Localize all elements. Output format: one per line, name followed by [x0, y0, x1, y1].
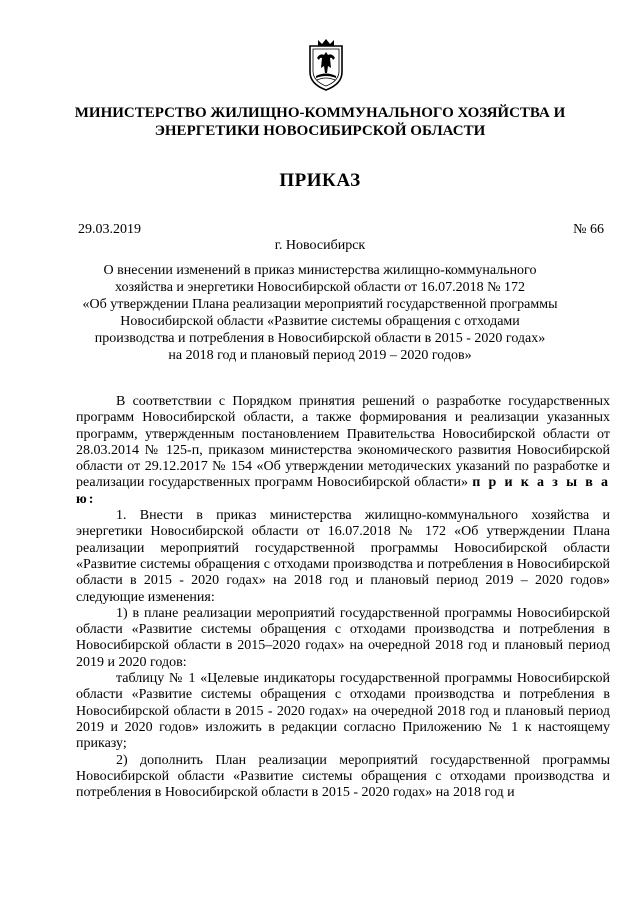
document-type-title: ПРИКАЗ	[279, 170, 361, 191]
order-date: 29.03.2019	[78, 222, 141, 237]
item-1-1-table-paragraph: таблицу № 1 «Целевые индикаторы государственной программы Новосибирской области «Развитие системы обращения с отходами производства и потребления в Новосибирской области в 2015 - 2020 годах» на очередной 2018 год и плановый период 2019 и 2020 годов» изложить в редакции согласно Приложению № 1 к настоящему приказу;	[76, 671, 610, 752]
subject-line: хозяйства и энергетики Новосибирской области от 16.07.2018 № 172	[115, 280, 525, 295]
subject-line: «Об утверждении Плана реализации мероприятий государственной программы	[82, 297, 558, 312]
order-city: г. Новосибирск	[274, 238, 366, 253]
item-1-2-paragraph: 2) дополнить План реализации мероприятий государственной программы Новосибирской области «Развитие системы обращения с отходами производства и потребления в Новосибирской области в 2015 - 2020 годах» на 2018 год и	[76, 752, 610, 801]
order-word: п р и к а з ы в а ю:	[76, 475, 611, 507]
ministry-name-line-1: МИНИСТЕРСТВО ЖИЛИЩНО-КОММУНАЛЬНОГО ХОЗЯЙСТВА И	[74, 105, 566, 121]
item-1-1-paragraph: 1) в плане реализации мероприятий государственной программы Новосибирской области «Развитие системы обращения с отходами производства и потребления в Новосибирской области в 2015–2020 годах» на очередной 2018 год и плановый период 2019 и 2020 годов:	[76, 605, 610, 670]
order-subject	[70, 262, 570, 364]
preamble-paragraph	[76, 394, 610, 508]
subject-line: производства и потребления в Новосибирской области в 2015 - 2020 годах»	[94, 331, 546, 346]
preamble-text: В соответствии с Порядком принятия решений о разработке государственных программ Новосибирской области, а также формирования и реализации указанных программ, утвержденным постановлением Правительства Новосибирской области от 28.03.2014 № 125-п, приказом министерства экономического развития Новосибирской области от 29.12.2017 № 154 «Об утверждении методических указаний по разработке и реализации государственных программ Новосибирской области»	[76, 394, 610, 491]
order-number: № 66	[573, 222, 604, 237]
subject-line: О внесении изменений в приказ министерства жилищно-коммунального	[103, 263, 537, 278]
subject-line: Новосибирской области «Развитие системы обращения с отходами	[120, 314, 520, 329]
item-1-paragraph: 1. Внести в приказ министерства жилищно-коммунального хозяйства и энергетики Новосибирской области от 16.07.2018 № 172 «Об утверждении Плана реализации мероприятий государственной программы Новосибирской области «Развитие системы обращения с отходами производства и потребления в Новосибирской области в 2015 - 2020 годах» на 2018 год и плановый период 2019 – 2020 годов» следующие изменения:	[76, 508, 610, 605]
order-body	[76, 394, 610, 801]
subject-line: на 2018 год и плановый период 2019 – 2020 годов»	[168, 348, 472, 363]
novosibirsk-coat-of-arms-icon	[308, 38, 344, 92]
ministry-name-line-2: ЭНЕРГЕТИКИ НОВОСИБИРСКОЙ ОБЛАСТИ	[154, 123, 486, 139]
ministry-name	[60, 104, 580, 140]
